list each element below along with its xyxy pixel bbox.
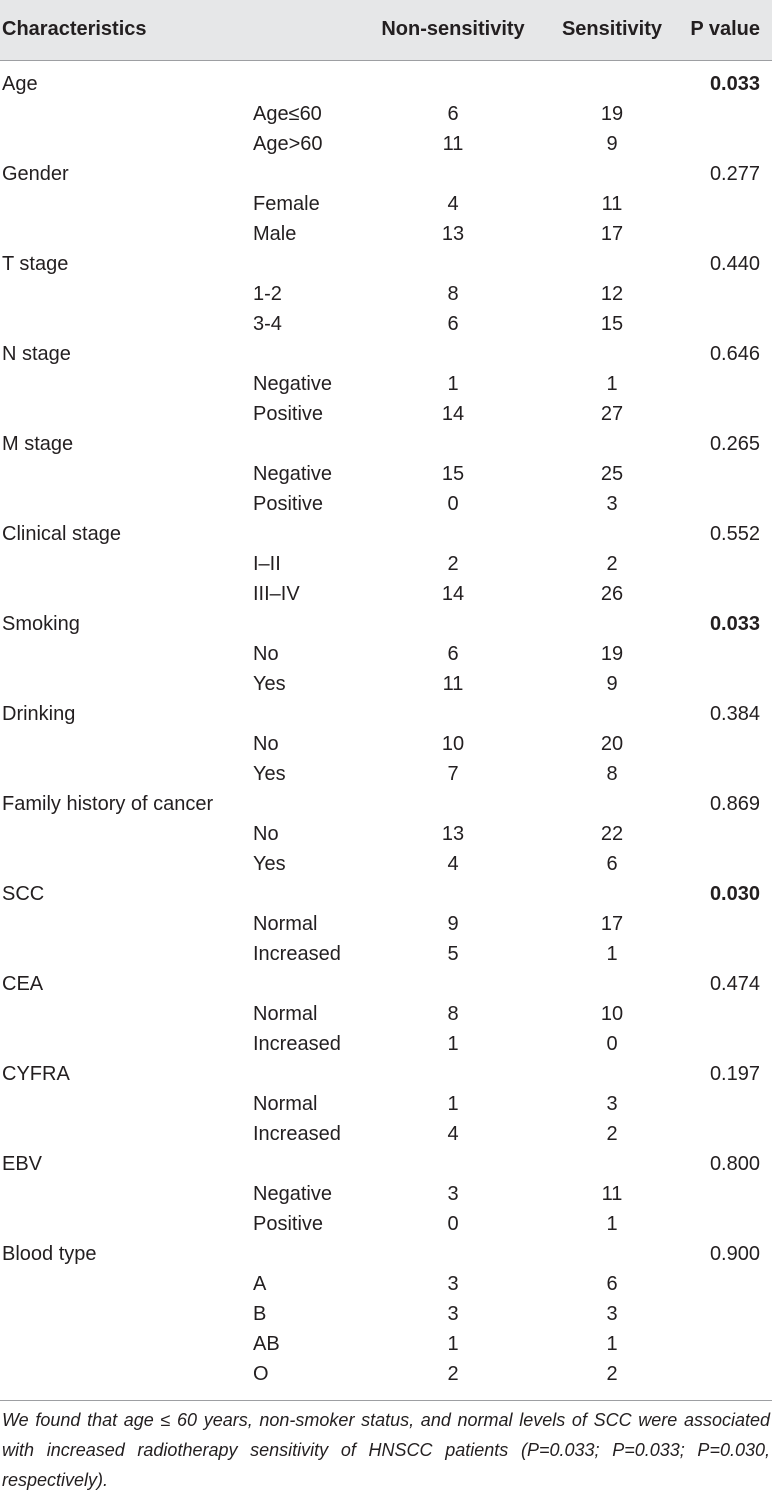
table-row — [0, 1209, 772, 1239]
group-row — [0, 1059, 772, 1089]
subgroup-label: Negative — [253, 1183, 332, 1205]
characteristic-label: N stage — [2, 343, 71, 365]
p-value: 0.277 — [709, 163, 760, 185]
non-sensitivity-count: 15 — [441, 463, 465, 485]
sensitivity-count: 10 — [600, 1003, 624, 1025]
table-row — [0, 399, 772, 429]
non-sensitivity-count: 1 — [447, 1093, 459, 1115]
subgroup-label: Positive — [253, 493, 324, 515]
subgroup-label: I–II — [253, 553, 281, 575]
characteristic-label: Family history of cancer — [2, 793, 214, 815]
table-row — [0, 999, 772, 1029]
table-row — [0, 129, 772, 159]
sensitivity-count: 3 — [606, 1093, 618, 1115]
subgroup-label: Increased — [253, 1123, 341, 1145]
characteristic-label: Smoking — [2, 613, 80, 635]
sensitivity-count: 1 — [606, 943, 618, 965]
non-sensitivity-count: 10 — [441, 733, 465, 755]
non-sensitivity-count: 0 — [447, 1213, 459, 1235]
non-sensitivity-count: 11 — [442, 133, 464, 155]
non-sensitivity-count: 11 — [442, 673, 464, 695]
subgroup-label: Normal — [253, 1003, 318, 1025]
table-row — [0, 909, 772, 939]
non-sensitivity-count: 3 — [447, 1303, 459, 1325]
sensitivity-count: 0 — [606, 1033, 618, 1055]
subgroup-label: Yes — [253, 673, 286, 695]
sensitivity-count: 3 — [606, 493, 618, 515]
non-sensitivity-count: 2 — [447, 553, 459, 575]
non-sensitivity-count: 1 — [447, 1333, 459, 1355]
subgroup-label: No — [253, 643, 279, 665]
characteristic-label: Gender — [2, 163, 69, 185]
subgroup-label: A — [253, 1273, 267, 1295]
non-sensitivity-count: 6 — [447, 103, 459, 125]
subgroup-label: Normal — [253, 1093, 318, 1115]
characteristic-label: EBV — [2, 1153, 43, 1175]
header-rule — [0, 60, 772, 61]
header-non-sensitivity: Non-sensitivity — [381, 18, 525, 40]
sensitivity-count: 12 — [600, 283, 624, 305]
group-row — [0, 69, 772, 99]
subgroup-label: Negative — [253, 373, 332, 395]
sensitivity-count: 2 — [606, 1123, 618, 1145]
subgroup-label: Increased — [253, 943, 341, 965]
subgroup-label: 1-2 — [253, 283, 282, 305]
p-value: 0.197 — [709, 1063, 760, 1085]
subgroup-label: Female — [253, 193, 320, 215]
group-row — [0, 609, 772, 639]
table-row — [0, 1089, 772, 1119]
table-row — [0, 1329, 772, 1359]
non-sensitivity-count: 1 — [447, 1033, 459, 1055]
non-sensitivity-count: 14 — [441, 583, 465, 605]
sensitivity-count: 6 — [606, 853, 618, 875]
p-value: 0.265 — [709, 433, 760, 455]
sensitivity-count: 2 — [606, 1363, 618, 1385]
non-sensitivity-count: 5 — [447, 943, 459, 965]
table-row — [0, 99, 772, 129]
group-row — [0, 159, 772, 189]
non-sensitivity-count: 4 — [447, 1123, 459, 1145]
non-sensitivity-count: 4 — [447, 193, 459, 215]
table-row — [0, 1359, 772, 1389]
table-footnote: We found that age ≤ 60 years, non-smoker status, and normal levels of SCC were associated with increased radiotherapy sensitivity of HNSCC patients (P=0.033; P=0.033; P=0.030, respectively). — [2, 1410, 770, 1490]
sensitivity-count: 11 — [601, 193, 623, 215]
header-sensitivity: Sensitivity — [561, 18, 663, 40]
characteristic-label: SCC — [2, 883, 45, 905]
table-row — [0, 369, 772, 399]
sensitivity-count: 17 — [600, 223, 624, 245]
sensitivity-count: 9 — [606, 673, 618, 695]
group-row — [0, 339, 772, 369]
p-value: 0.800 — [709, 1153, 760, 1175]
table-row — [0, 219, 772, 249]
p-value: 0.030 — [709, 883, 760, 905]
subgroup-label: No — [253, 733, 279, 755]
table-row — [0, 489, 772, 519]
sensitivity-count: 6 — [606, 1273, 618, 1295]
non-sensitivity-count: 13 — [441, 223, 465, 245]
characteristic-label: Blood type — [2, 1243, 97, 1265]
p-value: 0.440 — [709, 253, 760, 275]
sensitivity-count: 2 — [606, 553, 618, 575]
subgroup-label: Yes — [253, 763, 286, 785]
header-p-value: P value — [690, 18, 760, 40]
p-value: 0.474 — [709, 973, 760, 995]
subgroup-label: B — [253, 1303, 267, 1325]
subgroup-label: O — [253, 1363, 269, 1385]
table-row — [0, 759, 772, 789]
sensitivity-count: 25 — [600, 463, 624, 485]
subgroup-label: Increased — [253, 1033, 341, 1055]
non-sensitivity-count: 14 — [441, 403, 465, 425]
non-sensitivity-count: 4 — [447, 853, 459, 875]
table-header — [0, 0, 772, 60]
sensitivity-count: 1 — [606, 373, 618, 395]
p-value: 0.646 — [709, 343, 760, 365]
non-sensitivity-count: 6 — [447, 643, 459, 665]
subgroup-label: Normal — [253, 913, 318, 935]
characteristic-label: CEA — [2, 973, 44, 995]
sensitivity-count: 20 — [600, 733, 624, 755]
table-row — [0, 819, 772, 849]
group-row — [0, 1239, 772, 1269]
non-sensitivity-count: 9 — [447, 913, 459, 935]
characteristic-label: Drinking — [2, 703, 76, 725]
subgroup-label: Negative — [253, 463, 332, 485]
characteristic-label: T stage — [2, 253, 69, 275]
non-sensitivity-count: 1 — [447, 373, 459, 395]
table-row — [0, 189, 772, 219]
non-sensitivity-count: 7 — [447, 763, 459, 785]
p-value: 0.384 — [709, 703, 760, 725]
table-row — [0, 729, 772, 759]
characteristic-label: Clinical stage — [2, 523, 121, 545]
group-row — [0, 699, 772, 729]
table-row — [0, 1269, 772, 1299]
non-sensitivity-count: 3 — [447, 1273, 459, 1295]
subgroup-label: Yes — [253, 853, 286, 875]
group-row — [0, 879, 772, 909]
table-row — [0, 1179, 772, 1209]
sensitivity-count: 3 — [606, 1303, 618, 1325]
subgroup-label: Positive — [253, 1213, 324, 1235]
subgroup-label: III–IV — [253, 583, 300, 605]
table-row — [0, 549, 772, 579]
characteristic-label: Age — [2, 73, 38, 95]
table-row — [0, 1119, 772, 1149]
sensitivity-count: 19 — [600, 643, 624, 665]
sensitivity-count: 11 — [601, 1183, 623, 1205]
sensitivity-count: 15 — [600, 313, 624, 335]
non-sensitivity-count: 8 — [447, 1003, 459, 1025]
sensitivity-count: 19 — [600, 103, 624, 125]
sensitivity-count: 9 — [606, 133, 618, 155]
characteristic-label: CYFRA — [2, 1063, 70, 1085]
group-row — [0, 969, 772, 999]
subgroup-label: 3-4 — [253, 313, 282, 335]
table-row — [0, 1299, 772, 1329]
subgroup-label: Age≤60 — [253, 103, 322, 125]
non-sensitivity-count: 6 — [447, 313, 459, 335]
subgroup-label: Positive — [253, 403, 324, 425]
group-row — [0, 429, 772, 459]
subgroup-label: Male — [253, 223, 297, 245]
p-value: 0.869 — [709, 793, 760, 815]
table-row — [0, 309, 772, 339]
sensitivity-count: 8 — [606, 763, 618, 785]
table-row — [0, 1029, 772, 1059]
table-row — [0, 639, 772, 669]
table-row — [0, 579, 772, 609]
sensitivity-count: 1 — [606, 1333, 618, 1355]
subgroup-label: AB — [253, 1333, 280, 1355]
bottom-rule — [0, 1400, 772, 1401]
p-value: 0.033 — [709, 613, 760, 635]
table-row — [0, 939, 772, 969]
non-sensitivity-count: 13 — [441, 823, 465, 845]
header-characteristics: Characteristics — [2, 18, 147, 40]
p-value: 0.033 — [709, 73, 760, 95]
table-row — [0, 669, 772, 699]
non-sensitivity-count: 8 — [447, 283, 459, 305]
sensitivity-count: 1 — [606, 1213, 618, 1235]
table-row — [0, 459, 772, 489]
sensitivity-count: 17 — [600, 913, 624, 935]
non-sensitivity-count: 0 — [447, 493, 459, 515]
non-sensitivity-count: 2 — [447, 1363, 459, 1385]
p-value: 0.900 — [709, 1243, 760, 1265]
subgroup-label: Age>60 — [253, 133, 323, 155]
p-value: 0.552 — [709, 523, 760, 545]
group-row — [0, 789, 772, 819]
sensitivity-count: 27 — [600, 403, 624, 425]
sensitivity-count: 22 — [600, 823, 624, 845]
sensitivity-count: 26 — [600, 583, 624, 605]
group-row — [0, 519, 772, 549]
group-row — [0, 249, 772, 279]
table-row — [0, 849, 772, 879]
subgroup-label: No — [253, 823, 279, 845]
non-sensitivity-count: 3 — [447, 1183, 459, 1205]
table-row — [0, 279, 772, 309]
group-row — [0, 1149, 772, 1179]
characteristic-label: M stage — [2, 433, 74, 455]
